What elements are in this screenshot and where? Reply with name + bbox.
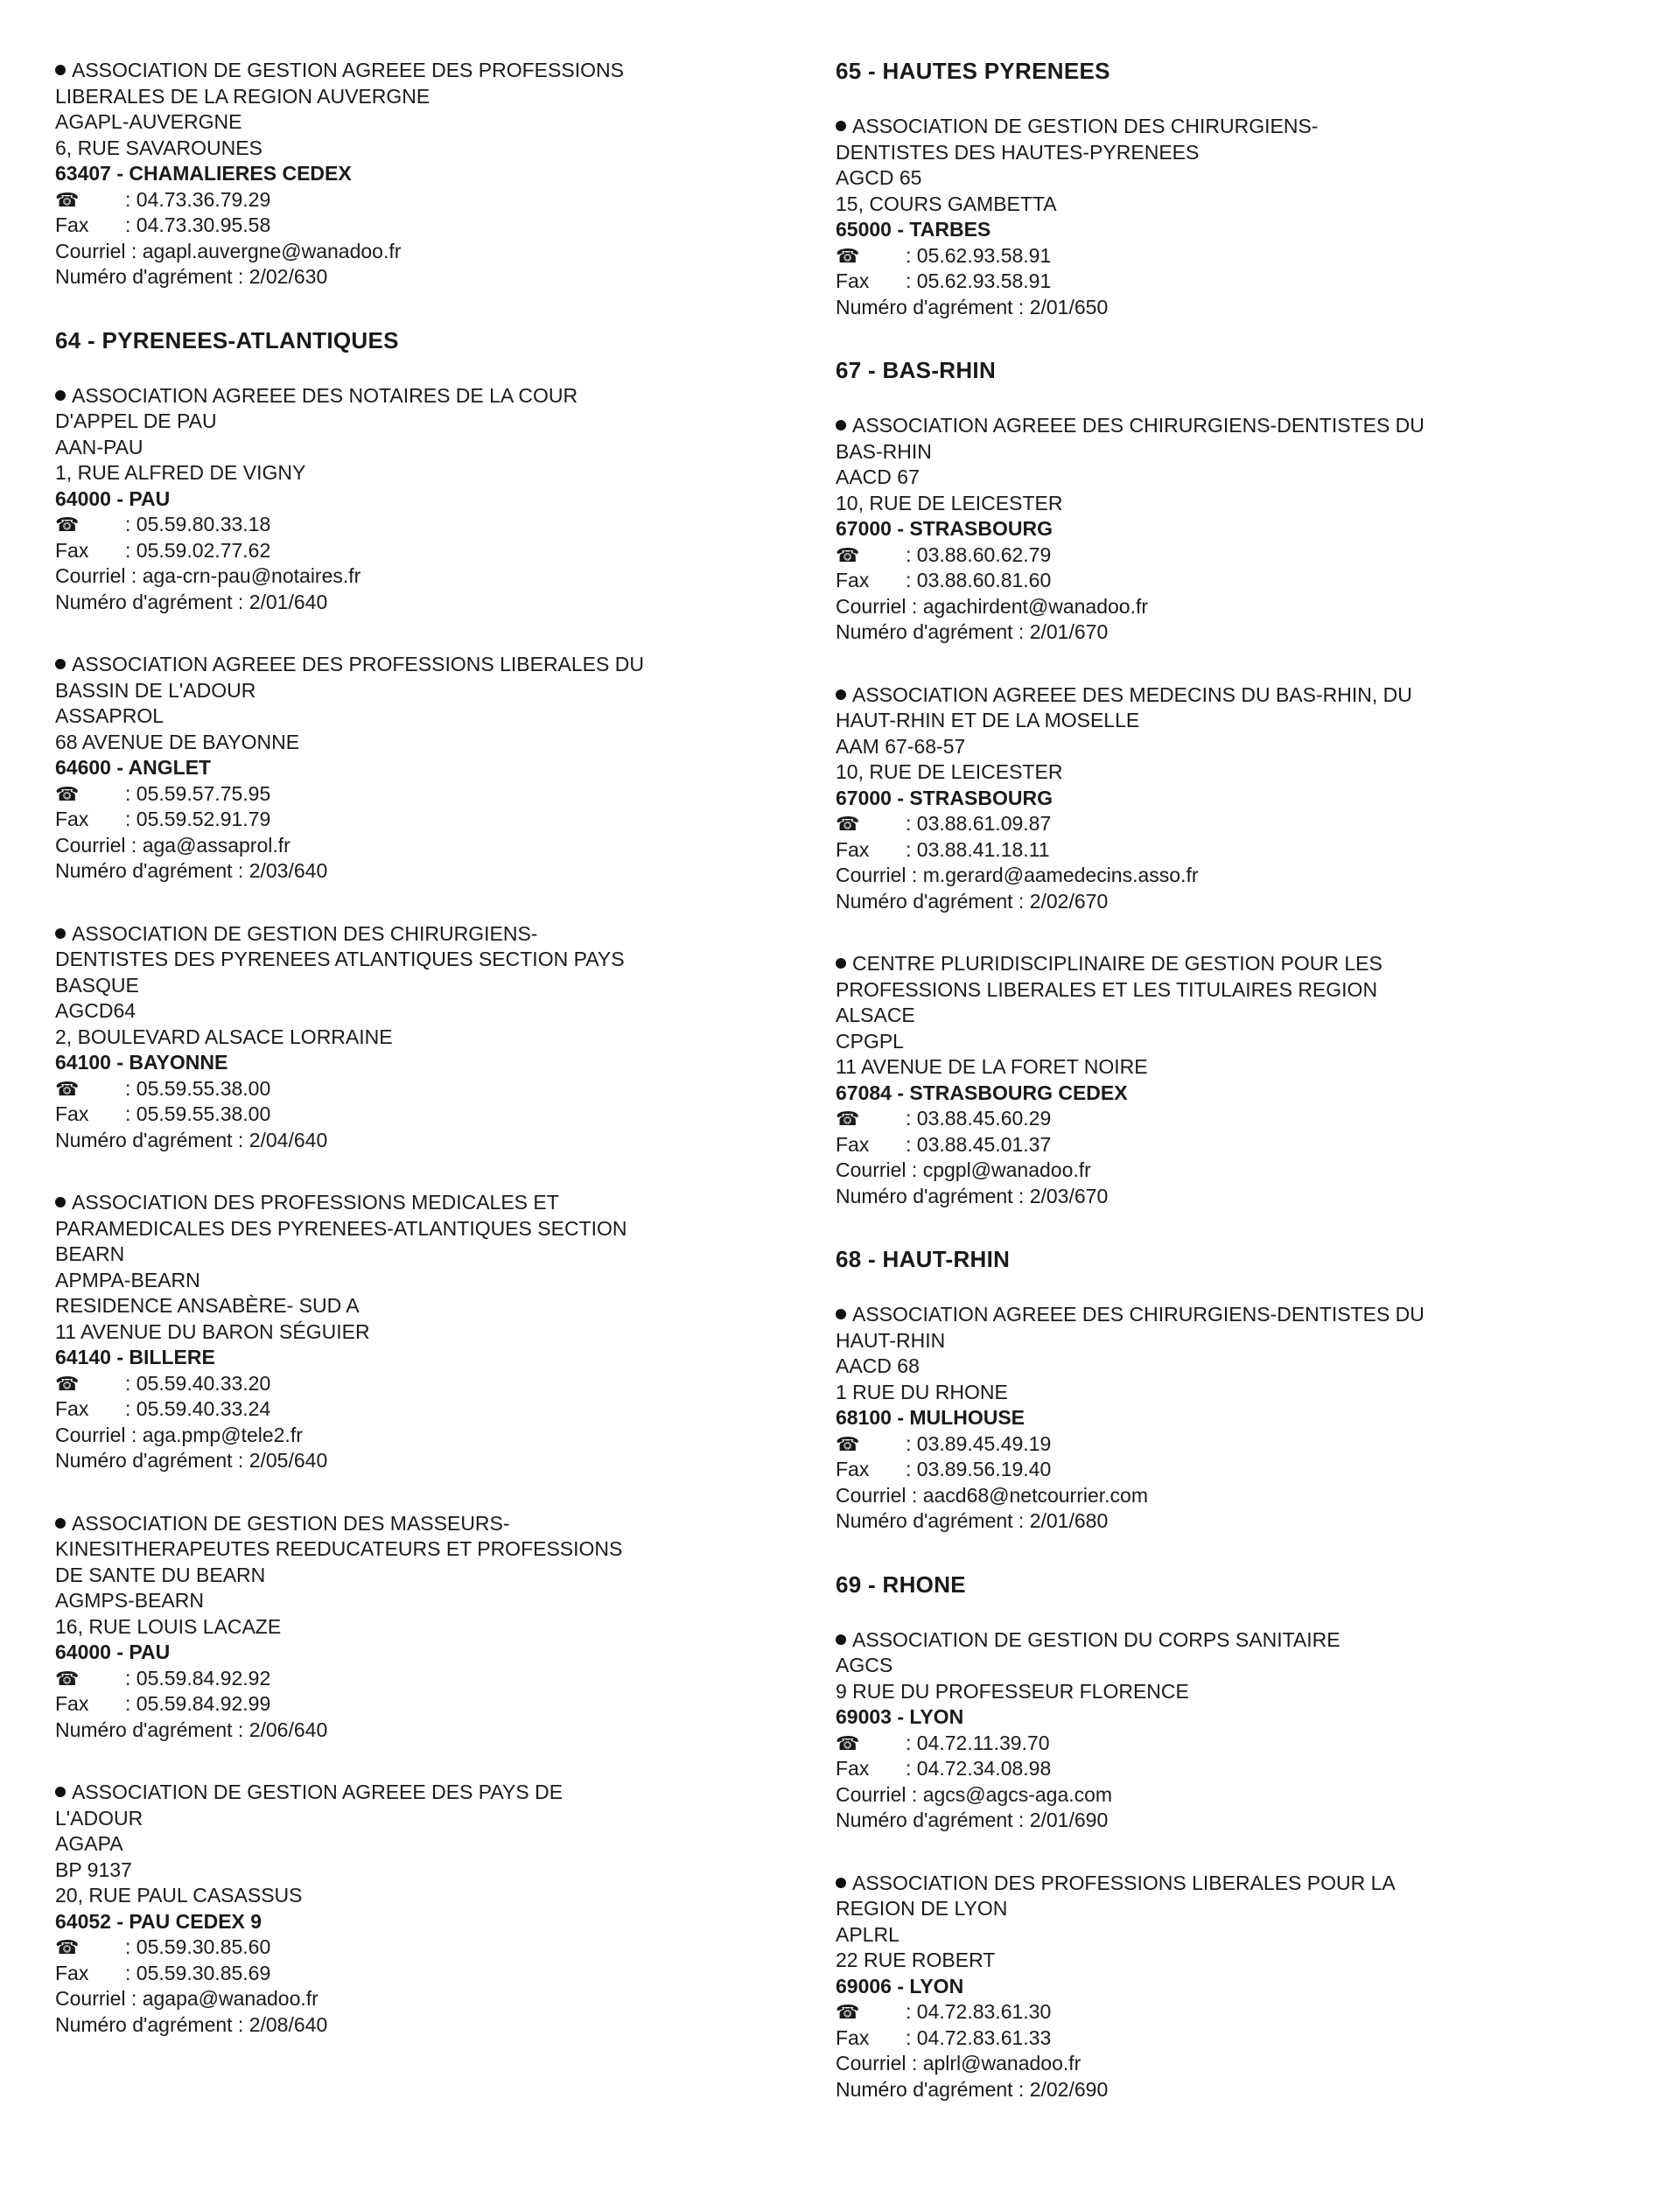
entry-name-line <box>836 439 1588 465</box>
phone-number: : 04.72.83.61.30 <box>906 2000 1052 2023</box>
phone-icon: ☎ <box>55 1936 80 1958</box>
phone-number: : 05.59.55.38.00 <box>125 1076 271 1100</box>
entry-name-line <box>836 977 1588 1004</box>
entry-name: DENTISTES DES PYRENEES ATLANTIQUES SECTION PAYS <box>55 948 625 970</box>
entry-name-line <box>836 114 1588 140</box>
entry-phone <box>836 811 1588 837</box>
entry-agrement: Numéro d'agrément : 2/01/650 <box>836 295 1109 318</box>
entry-fax <box>55 1961 781 1987</box>
entry-name: ASSOCIATION DE GESTION DES CHIRURGIENS- <box>852 115 1319 137</box>
entry-fax <box>836 1132 1588 1158</box>
bullet-icon <box>55 390 66 401</box>
entry-agrement: Numéro d'agrément : 2/01/690 <box>836 1809 1109 1831</box>
entry-name: PROFESSIONS LIBERALES ET LES TITULAIRES REGION <box>836 977 1378 1001</box>
fax-label: Fax <box>55 1397 89 1420</box>
fax-number: : 05.59.30.85.69 <box>125 1961 271 1984</box>
entry-city: 67000 - STRASBOURG <box>836 786 1053 809</box>
entry-email: Courriel : agapl.auvergne@wanadoo.fr <box>55 239 402 262</box>
phone-number: : 05.59.30.85.60 <box>125 1935 271 1958</box>
phone-icon: ☎ <box>836 1108 860 1130</box>
phone-number: : 05.59.84.92.92 <box>125 1666 271 1690</box>
entry-name: ASSOCIATION AGREEE DES CHIRURGIENS-DENTISTES DU <box>852 1303 1424 1326</box>
entry-name: BEARN <box>55 1242 125 1265</box>
phone-icon: ☎ <box>55 188 80 211</box>
entry-agrement: Numéro d'agrément : 2/02/670 <box>836 889 1109 913</box>
phone-icon: ☎ <box>836 1432 860 1455</box>
entry-fax <box>55 1102 781 1128</box>
fax-number: : 05.62.93.58.91 <box>906 269 1052 292</box>
entry-address: 6, RUE SAVAROUNES <box>55 136 262 159</box>
entry-acronym: APLRL <box>836 1922 900 1946</box>
entry-city: 65000 - TARBES <box>836 218 991 241</box>
entry-address: 68 AVENUE DE BAYONNE <box>55 730 300 753</box>
fax-number: : 05.59.02.77.62 <box>125 538 271 562</box>
directory-entry <box>836 114 1588 320</box>
bullet-icon <box>836 121 846 131</box>
entry-email: Courriel : agapa@wanadoo.fr <box>55 1987 318 2010</box>
entry-name-line <box>836 1328 1588 1354</box>
entry-fax <box>836 1457 1588 1483</box>
fax-number: : 05.59.40.33.24 <box>125 1397 271 1420</box>
fax-label: Fax <box>836 269 870 292</box>
phone-number: : 03.88.61.09.87 <box>906 812 1052 835</box>
fax-number: : 04.72.83.61.33 <box>906 2026 1052 2049</box>
phone-icon: ☎ <box>836 244 860 267</box>
fax-label: Fax <box>55 538 89 562</box>
entry-agrement: Numéro d'agrément : 2/06/640 <box>55 1718 328 1741</box>
entry-name: ASSOCIATION DE GESTION DES CHIRURGIENS- <box>72 921 538 945</box>
entry-name-line <box>55 58 781 84</box>
fax-label: Fax <box>836 569 870 591</box>
entry-name: HAUT-RHIN ET DE LA MOSELLE <box>836 709 1140 731</box>
entry-fax <box>836 2026 1588 2052</box>
entry-name-line <box>55 1806 781 1832</box>
fax-number: : 04.73.30.95.58 <box>125 213 271 236</box>
entry-name: ASSOCIATION AGREEE DES NOTAIRES DE LA COUR <box>72 383 578 407</box>
entry-phone <box>836 1731 1588 1757</box>
entry-name: ASSOCIATION DE GESTION DES MASSEURS- <box>72 1511 510 1535</box>
fax-label: Fax <box>836 2026 870 2049</box>
entry-name-line <box>55 947 781 973</box>
entry-name: ASSOCIATION DE GESTION AGREEE DES PAYS DE <box>72 1781 564 1803</box>
entry-name: ASSOCIATION DE GESTION AGREEE DES PROFESSIONS <box>72 59 624 81</box>
entry-city: 69006 - LYON <box>836 1974 964 1998</box>
entry-name-line <box>836 413 1588 439</box>
fax-label: Fax <box>55 1692 89 1715</box>
entry-name: BASQUE <box>55 973 139 997</box>
entry-city: 64100 - BAYONNE <box>55 1051 228 1074</box>
fax-number: : 05.59.52.91.79 <box>125 808 271 830</box>
fax-label: Fax <box>836 1458 870 1480</box>
fax-number: : 03.88.60.81.60 <box>906 569 1052 591</box>
directory-entry <box>836 951 1588 1209</box>
phone-icon: ☎ <box>836 543 860 566</box>
phone-number: : 03.88.45.60.29 <box>906 1107 1052 1130</box>
entry-phone <box>836 1999 1588 2026</box>
entry-address: RESIDENCE ANSABÈRE- SUD A <box>55 1294 360 1317</box>
entry-city: 69003 - LYON <box>836 1705 964 1728</box>
fax-number: : 04.72.34.08.98 <box>906 1757 1052 1780</box>
entry-address: 1 RUE DU RHONE <box>836 1380 1008 1403</box>
directory-entry <box>836 1302 1588 1535</box>
entry-email: Courriel : aga@assaprol.fr <box>55 833 290 857</box>
entry-phone <box>55 1666 781 1692</box>
entry-phone <box>55 781 781 808</box>
entry-fax <box>55 213 781 239</box>
directory-entry <box>55 383 781 616</box>
entry-phone <box>836 1106 1588 1132</box>
entry-name: LIBERALES DE LA REGION AUVERGNE <box>55 84 430 108</box>
entry-phone <box>55 1076 781 1102</box>
phone-number: : 05.59.40.33.20 <box>125 1371 271 1395</box>
phone-number: : 04.73.36.79.29 <box>125 187 271 211</box>
entry-acronym: AACD 68 <box>836 1354 920 1377</box>
entry-phone <box>836 1431 1588 1458</box>
entry-name: ASSOCIATION DE GESTION DU CORPS SANITAIRE <box>852 1627 1340 1651</box>
fax-number: : 03.88.45.01.37 <box>906 1132 1052 1156</box>
fax-number: : 05.59.84.92.99 <box>125 1692 271 1715</box>
entry-phone <box>55 1371 781 1397</box>
entry-acronym: AAN-PAU <box>55 435 144 458</box>
fax-label: Fax <box>836 1132 870 1156</box>
entry-address: 11 AVENUE DU BARON SÉGUIER <box>55 1319 370 1343</box>
directory-entry <box>55 1190 781 1474</box>
bullet-icon <box>836 420 846 430</box>
phone-number: : 05.62.93.58.91 <box>906 243 1052 267</box>
entry-city: 63407 - CHAMALIERES CEDEX <box>55 162 352 185</box>
entry-address: 10, RUE DE LEICESTER <box>836 491 1063 514</box>
bullet-icon <box>55 1518 66 1529</box>
directory-entry <box>836 1627 1588 1834</box>
entry-agrement: Numéro d'agrément : 2/01/680 <box>836 1509 1109 1532</box>
entry-name: ASSOCIATION AGREEE DES PROFESSIONS LIBERALES DU <box>72 653 644 675</box>
fax-number: : 03.89.56.19.40 <box>906 1458 1052 1480</box>
entry-name: DENTISTES DES HAUTES-PYRENEES <box>836 140 1200 164</box>
entry-agrement: Numéro d'agrément : 2/08/640 <box>55 2012 328 2036</box>
entry-fax <box>55 1691 781 1718</box>
entry-name-line <box>55 1190 781 1216</box>
directory-entry <box>55 1780 781 2038</box>
entry-acronym: CPGPL <box>836 1029 904 1053</box>
entry-phone <box>836 243 1588 269</box>
entry-name: ALSACE <box>836 1004 915 1026</box>
section-heading: 65 - HAUTES PYRENEES <box>836 58 1110 84</box>
entry-agrement: Numéro d'agrément : 2/05/640 <box>55 1449 328 1472</box>
entry-email: Courriel : aga.pmp@tele2.fr <box>55 1423 303 1446</box>
entry-acronym: AGCS <box>836 1654 893 1676</box>
directory-entry <box>55 1511 781 1744</box>
phone-number: : 05.59.80.33.18 <box>125 513 271 535</box>
phone-icon: ☎ <box>836 1732 860 1754</box>
bullet-icon <box>836 1634 846 1645</box>
phone-number: : 04.72.11.39.70 <box>906 1731 1050 1754</box>
phone-icon: ☎ <box>836 2001 860 2023</box>
bullet-icon <box>836 689 846 700</box>
fax-number: : 03.88.41.18.11 <box>906 837 1050 861</box>
entry-name: DE SANTE DU BEARN <box>55 1563 266 1586</box>
fax-label: Fax <box>836 1757 870 1780</box>
entry-agrement: Numéro d'agrément : 2/01/640 <box>55 590 328 613</box>
entry-name-line <box>836 1871 1588 1897</box>
bullet-icon <box>55 65 66 75</box>
entry-city: 64000 - PAU <box>55 1641 171 1663</box>
entry-acronym: APMPA-BEARN <box>55 1268 200 1291</box>
entry-agrement: Numéro d'agrément : 2/02/630 <box>55 265 328 288</box>
entry-name-line <box>55 921 781 948</box>
entry-phone <box>55 512 781 538</box>
entry-acronym: AGMPS-BEARN <box>55 1589 204 1612</box>
entry-name-line <box>836 140 1588 166</box>
entry-name-line <box>55 383 781 409</box>
phone-icon: ☎ <box>55 1077 80 1100</box>
entry-name-line <box>836 1896 1588 1922</box>
entry-name-line <box>55 652 781 678</box>
directory-entry <box>836 682 1588 915</box>
entry-agrement: Numéro d'agrément : 2/03/640 <box>55 859 328 882</box>
entry-fax <box>55 1396 781 1423</box>
entry-name: REGION DE LYON <box>836 1897 1008 1920</box>
entry-city: 64600 - ANGLET <box>55 756 212 779</box>
entry-email: Courriel : aacd68@netcourrier.com <box>836 1483 1149 1507</box>
entry-name: BASSIN DE L'ADOUR <box>55 678 256 702</box>
entry-acronym: AACD 67 <box>836 465 920 488</box>
entry-name: L'ADOUR <box>55 1806 144 1830</box>
fax-label: Fax <box>55 213 89 236</box>
entry-name-line <box>55 973 781 999</box>
entry-name-line <box>55 1511 781 1537</box>
section-heading: 64 - PYRENEES-ATLANTIQUES <box>55 326 399 353</box>
entry-name-line <box>836 951 1588 977</box>
bullet-icon <box>836 958 846 969</box>
entry-name: ASSOCIATION DES PROFESSIONS MEDICALES ET <box>72 1191 559 1214</box>
entry-name: D'APPEL DE PAU <box>55 409 217 432</box>
left-column <box>55 58 781 2075</box>
entry-name-line <box>55 1536 781 1563</box>
entry-name-line <box>836 1627 1588 1654</box>
bullet-icon <box>836 1878 846 1888</box>
entry-address: 2, BOULEVARD ALSACE LORRAINE <box>55 1025 393 1048</box>
right-column <box>836 58 1588 2139</box>
entry-name-line <box>55 84 781 110</box>
entry-address: 1, RUE ALFRED DE VIGNY <box>55 461 306 484</box>
entry-acronym: ASSAPROL <box>55 704 164 727</box>
directory-entry <box>55 58 781 290</box>
entry-name-line <box>836 1302 1588 1328</box>
entry-city: 68100 - MULHOUSE <box>836 1406 1026 1429</box>
directory-entry <box>836 413 1588 646</box>
entry-address: 15, COURS GAMBETTA <box>836 192 1057 215</box>
entry-name-line <box>55 1242 781 1268</box>
entry-phone <box>55 187 781 213</box>
entry-email: Courriel : cpgpl@wanadoo.fr <box>836 1158 1091 1181</box>
entry-city: 67084 - STRASBOURG CEDEX <box>836 1081 1128 1104</box>
entry-fax <box>55 807 781 833</box>
entry-fax <box>836 269 1588 295</box>
phone-number: : 05.59.57.75.95 <box>125 781 271 805</box>
entry-name-line <box>55 409 781 435</box>
entry-email: Courriel : m.gerard@aamedecins.asso.fr <box>836 864 1199 886</box>
entry-address: 16, RUE LOUIS LACAZE <box>55 1614 282 1638</box>
directory-entry <box>55 921 781 1154</box>
entry-name: ASSOCIATION AGREEE DES MEDECINS DU BAS-RHIN, DU <box>852 682 1412 706</box>
bullet-icon <box>836 1309 846 1319</box>
section-heading: 67 - BAS-RHIN <box>836 357 997 383</box>
entry-name: BAS-RHIN <box>836 439 932 463</box>
entry-phone <box>55 1935 781 1961</box>
fax-label: Fax <box>55 808 89 830</box>
fax-number: : 05.59.55.38.00 <box>125 1102 271 1125</box>
entry-name-line <box>836 1003 1588 1029</box>
entry-agrement: Numéro d'agrément : 2/02/690 <box>836 2077 1109 2101</box>
entry-name: ASSOCIATION DES PROFESSIONS LIBERALES POUR LA <box>852 1871 1396 1894</box>
entry-agrement: Numéro d'agrément : 2/01/670 <box>836 620 1109 643</box>
directory-entry <box>55 652 781 885</box>
entry-name-line <box>55 678 781 704</box>
section-heading: 68 - HAUT-RHIN <box>836 1246 1011 1272</box>
entry-city: 64140 - BILLERE <box>55 1346 215 1368</box>
entry-name-line <box>55 1780 781 1806</box>
entry-agrement: Numéro d'agrément : 2/04/640 <box>55 1128 328 1151</box>
entry-city: 64000 - PAU <box>55 486 171 510</box>
fax-label: Fax <box>836 837 870 861</box>
entry-fax <box>836 568 1588 594</box>
entry-address: 9 RUE DU PROFESSEUR FLORENCE <box>836 1679 1189 1703</box>
entry-email: Courriel : aga-crn-pau@notaires.fr <box>55 564 361 587</box>
entry-address: 20, RUE PAUL CASASSUS <box>55 1884 303 1907</box>
entry-address: BP 9137 <box>55 1858 132 1881</box>
phone-number: : 03.88.60.62.79 <box>906 542 1052 566</box>
entry-name: HAUT-RHIN <box>836 1328 946 1352</box>
entry-agrement: Numéro d'agrément : 2/03/670 <box>836 1184 1109 1207</box>
entry-name: CENTRE PLURIDISCIPLINAIRE DE GESTION POUR LES <box>852 952 1382 975</box>
entry-name: ASSOCIATION AGREEE DES CHIRURGIENS-DENTISTES DU <box>852 414 1424 437</box>
phone-icon: ☎ <box>55 1372 80 1395</box>
entry-address: 22 RUE ROBERT <box>836 1949 996 1971</box>
bullet-icon <box>55 1787 66 1797</box>
fax-label: Fax <box>55 1961 89 1984</box>
entry-address: 11 AVENUE DE LA FORET NOIRE <box>836 1055 1148 1078</box>
fax-label: Fax <box>55 1102 89 1125</box>
entry-acronym: AAM 67-68-57 <box>836 734 966 758</box>
directory-entry <box>836 1871 1588 2103</box>
phone-icon: ☎ <box>55 1667 80 1690</box>
entry-acronym: AGCD 65 <box>836 166 922 189</box>
entry-acronym: AGAPA <box>55 1832 123 1855</box>
entry-email: Courriel : agachirdent@wanadoo.fr <box>836 594 1149 618</box>
entry-address: 10, RUE DE LEICESTER <box>836 760 1063 783</box>
entry-email: Courriel : agcs@agcs-aga.com <box>836 1782 1113 1806</box>
entry-name-line <box>836 708 1588 734</box>
entry-name-line <box>55 1216 781 1242</box>
section-heading: 69 - RHONE <box>836 1571 966 1598</box>
entry-fax <box>55 538 781 564</box>
bullet-icon <box>55 928 66 939</box>
entry-fax <box>836 837 1588 864</box>
phone-icon: ☎ <box>836 813 860 835</box>
entry-phone <box>836 542 1588 569</box>
phone-icon: ☎ <box>55 782 80 805</box>
entry-email: Courriel : aplrl@wanadoo.fr <box>836 2052 1082 2075</box>
phone-number: : 03.89.45.49.19 <box>906 1431 1052 1455</box>
entry-fax <box>836 1756 1588 1782</box>
bullet-icon <box>55 659 66 669</box>
entry-city: 64052 - PAU CEDEX 9 <box>55 1909 262 1933</box>
entry-acronym: AGAPL-AUVERGNE <box>55 110 242 133</box>
entry-name: PARAMEDICALES DES PYRENEES-ATLANTIQUES SECTION <box>55 1216 627 1240</box>
entry-name-line <box>55 1563 781 1589</box>
entry-name-line <box>836 682 1588 709</box>
entry-name: KINESITHERAPEUTES REEDUCATEURS ET PROFESSIONS <box>55 1537 623 1560</box>
bullet-icon <box>55 1197 66 1207</box>
entry-acronym: AGCD64 <box>55 999 136 1022</box>
entry-city: 67000 - STRASBOURG <box>836 517 1053 540</box>
phone-icon: ☎ <box>55 514 80 535</box>
